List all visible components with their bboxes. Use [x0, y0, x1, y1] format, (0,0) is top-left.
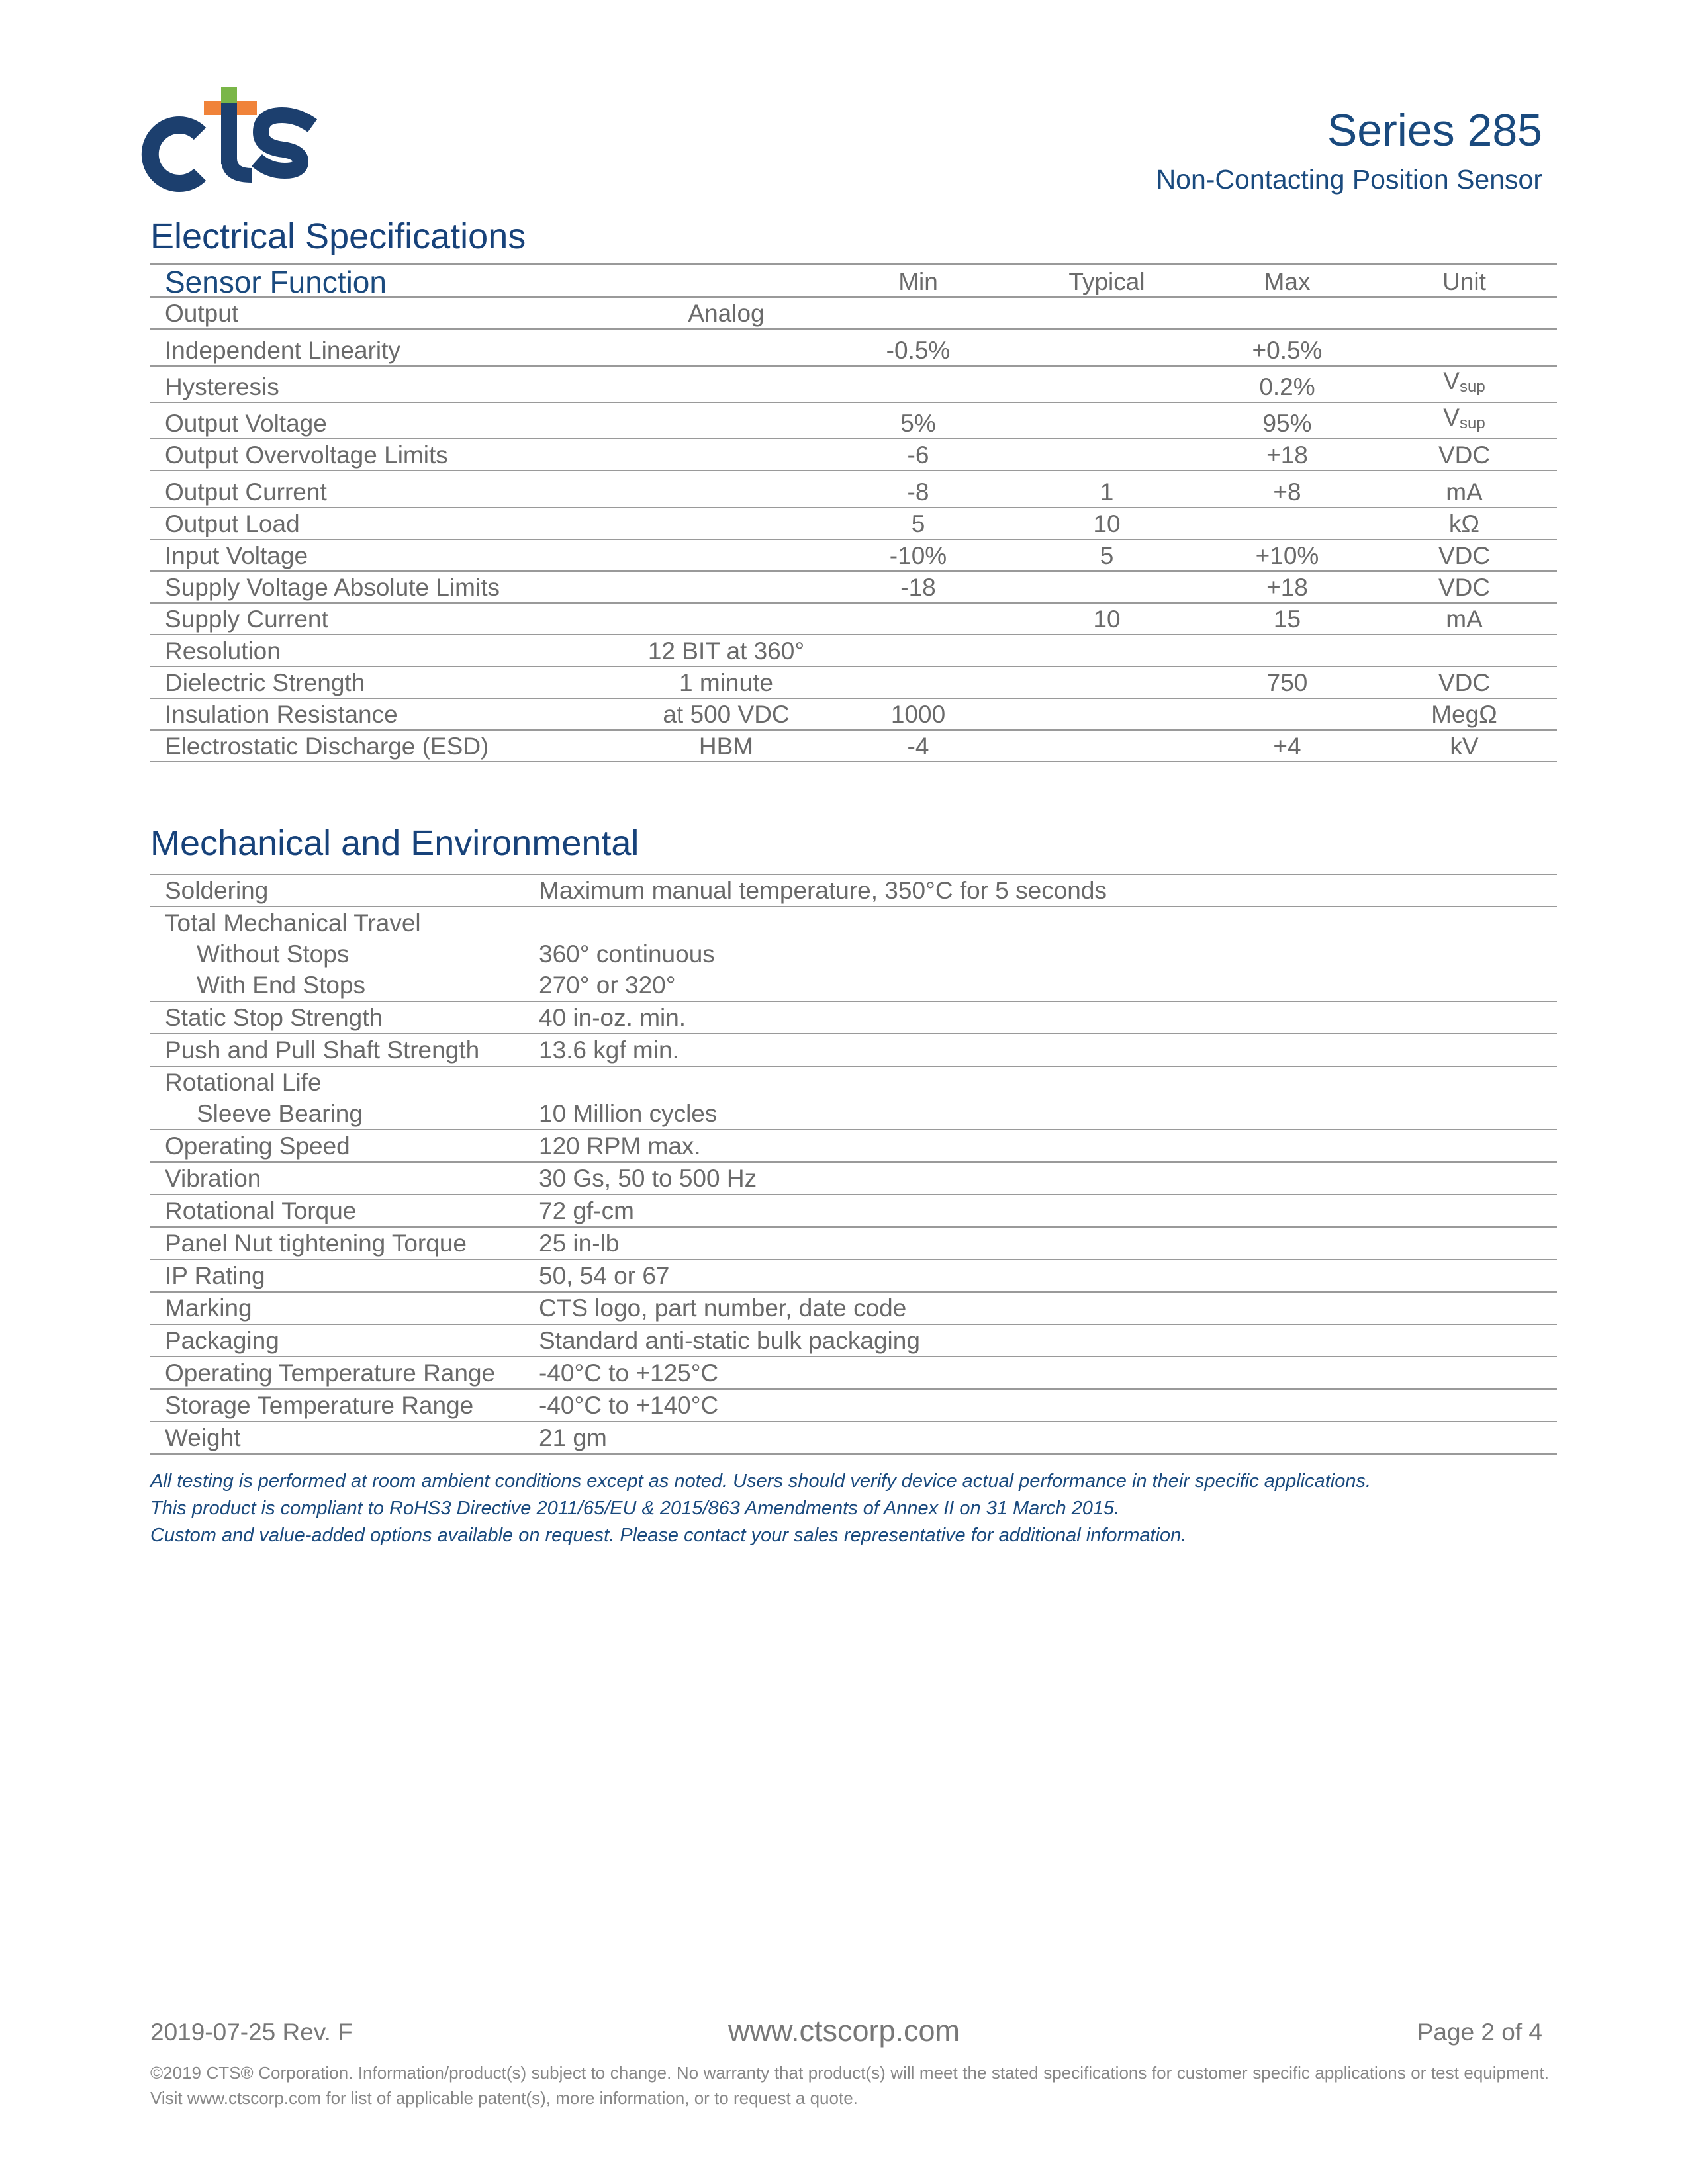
spec-row-panel-nut — [150, 1227, 1557, 1259]
spec-value — [1203, 366, 1372, 402]
cell-text: mA — [1446, 606, 1483, 633]
spec-label — [150, 698, 627, 730]
spec-value: 72 gf-cm — [539, 1197, 634, 1224]
copyright-text: ©2019 CTS® Corporation. Information/product(s) subject to change. No warranty that product(s) will meet the stated specifications for customer specific applications or test equipment. Visit www.ctscorp.com for list of applicable patent(s), more information, or to request a quote. — [150, 2063, 1549, 2108]
column-header — [627, 264, 825, 297]
table-row — [150, 439, 1557, 471]
spec-value — [627, 730, 825, 762]
spec-label: Total Mechanical Travel — [165, 909, 421, 936]
footer-date-revision: 2019-07-25 Rev. F — [150, 2019, 353, 2046]
spec-value — [1203, 508, 1372, 539]
spec-value — [825, 329, 1011, 366]
spec-value: -40°C to +125°C — [539, 1359, 719, 1387]
spec-value — [1372, 366, 1557, 402]
spec-value — [825, 635, 1011, 666]
spec-value — [627, 439, 825, 471]
cell-text: Output Load — [165, 510, 300, 537]
cell-text: 5 — [911, 510, 925, 537]
table-row — [150, 666, 1557, 698]
cell-text: +18 — [1266, 441, 1308, 469]
spec-value — [627, 297, 825, 329]
table-row — [150, 508, 1557, 539]
column-header: Sensor Function — [165, 265, 387, 299]
spec-label: Static Stop Strength — [165, 1004, 383, 1031]
spec-value — [627, 471, 825, 508]
note-line: All testing is performed at room ambient conditions except as noted. Users should verify device actual performance in their specific applications. — [150, 1471, 1372, 1492]
spec-value — [1011, 603, 1203, 635]
spec-value — [825, 366, 1011, 402]
table-row — [150, 698, 1557, 730]
spec-label — [150, 730, 627, 762]
spec-row-packaging — [150, 1324, 1557, 1357]
spec-label — [150, 635, 627, 666]
cell-text: mA — [1446, 478, 1483, 506]
spec-label: Rotational Life — [165, 1069, 322, 1096]
cell-text: at 500 VDC — [663, 701, 790, 728]
spec-label: Push and Pull Shaft Strength — [165, 1036, 480, 1064]
spec-row-static-stop — [150, 1001, 1557, 1034]
spec-value — [1011, 439, 1203, 471]
table-row — [150, 297, 1557, 329]
spec-value — [1011, 366, 1203, 402]
spec-value — [825, 571, 1011, 603]
spec-label — [150, 366, 627, 402]
footer-page-number: Page 2 of 4 — [1417, 2019, 1542, 2046]
spec-label: Operating Speed — [165, 1132, 350, 1160]
spec-row-ip-rating — [150, 1259, 1557, 1292]
spec-value — [1011, 730, 1203, 762]
table-row — [150, 402, 1557, 439]
spec-value — [1372, 603, 1557, 635]
cell-text: +18 — [1266, 574, 1308, 601]
spec-row-rotational-life — [150, 1066, 1557, 1130]
spec-value — [1203, 603, 1372, 635]
spec-value — [825, 508, 1011, 539]
unit-subscript: sup — [1459, 414, 1485, 432]
cell-text: -4 — [907, 733, 929, 760]
spec-value: 25 in-lb — [539, 1230, 620, 1257]
table-row — [150, 329, 1557, 366]
cell-text: V — [1443, 404, 1460, 431]
unit-subscript: sup — [1459, 378, 1485, 396]
table-row — [150, 366, 1557, 402]
spec-value — [825, 666, 1011, 698]
spec-value: 13.6 kgf min. — [539, 1036, 679, 1064]
spec-row-vibration — [150, 1162, 1557, 1195]
spec-row-operating-temp — [150, 1357, 1557, 1389]
spec-value — [1203, 402, 1372, 439]
cell-text: kΩ — [1448, 510, 1480, 537]
spec-label: Operating Temperature Range — [165, 1359, 496, 1387]
spec-row-travel — [150, 907, 1557, 1001]
spec-value: 10 Million cycles — [539, 1100, 718, 1127]
cell-text: 10 — [1093, 510, 1121, 537]
mechanical-section-title: Mechanical and Environmental — [150, 823, 639, 863]
spec-value — [1372, 698, 1557, 730]
spec-value — [627, 666, 825, 698]
spec-value: 21 gm — [539, 1424, 607, 1451]
cell-text: +4 — [1273, 733, 1301, 760]
product-subtitle: Non-Contacting Position Sensor — [1156, 164, 1542, 195]
spec-value — [825, 471, 1011, 508]
spec-value — [825, 539, 1011, 571]
series-title: Series 285 — [1327, 105, 1542, 156]
spec-row-weight — [150, 1422, 1557, 1454]
cell-text: Output Overvoltage Limits — [165, 441, 448, 469]
spec-value — [627, 539, 825, 571]
spec-value — [1203, 297, 1372, 329]
table-row — [150, 603, 1557, 635]
cell-text: V — [1443, 367, 1460, 394]
spec-label — [150, 666, 627, 698]
spec-value — [1372, 439, 1557, 471]
spec-label — [150, 402, 627, 439]
cell-text: -18 — [900, 574, 936, 601]
cell-text: -0.5% — [886, 337, 951, 364]
spec-value — [1372, 635, 1557, 666]
cell-text: -10% — [889, 542, 947, 569]
spec-row-marking — [150, 1292, 1557, 1324]
column-header: Typical — [1068, 268, 1145, 295]
spec-value — [1203, 666, 1372, 698]
spec-value — [825, 402, 1011, 439]
column-header: Max — [1264, 268, 1311, 295]
spec-label — [150, 471, 627, 508]
table-row — [150, 571, 1557, 603]
cell-text: 750 — [1266, 669, 1308, 696]
spec-value: Maximum manual temperature, 350°C for 5 seconds — [539, 877, 1107, 904]
spec-value — [825, 730, 1011, 762]
spec-value — [1372, 730, 1557, 762]
spec-label — [150, 571, 627, 603]
cell-text: Output Voltage — [165, 410, 327, 437]
spec-label: Rotational Torque — [165, 1197, 357, 1224]
spec-value — [1011, 402, 1203, 439]
spec-value — [825, 297, 1011, 329]
spec-sublabel: Sleeve Bearing — [197, 1100, 363, 1127]
cell-text: Supply Current — [165, 606, 328, 633]
spec-row-push-pull — [150, 1034, 1557, 1066]
spec-label — [150, 508, 627, 539]
spec-value — [1203, 635, 1372, 666]
cell-text: 5 — [1100, 542, 1114, 569]
spec-row-rotational-torque — [150, 1195, 1557, 1227]
notes — [150, 1468, 1371, 1549]
spec-value — [627, 508, 825, 539]
spec-value — [1011, 508, 1203, 539]
spec-value: Standard anti-static bulk packaging — [539, 1327, 920, 1354]
footer-url[interactable]: www.ctscorp.com — [727, 2014, 961, 2048]
spec-value — [825, 603, 1011, 635]
spec-value: 360° continuous — [539, 940, 715, 968]
cell-text: Resolution — [165, 637, 281, 664]
spec-label: Vibration — [165, 1165, 261, 1192]
spec-row-storage-temp — [150, 1389, 1557, 1422]
cell-text: Electrostatic Discharge (ESD) — [165, 733, 489, 760]
spec-value — [627, 603, 825, 635]
spec-value — [627, 366, 825, 402]
note-line: Custom and value-added options available on request. Please contact your sales representative for additional information. — [150, 1525, 1187, 1546]
spec-value — [1372, 666, 1557, 698]
spec-value: -40°C to +140°C — [539, 1392, 719, 1419]
cell-text: Supply Voltage Absolute Limits — [165, 574, 500, 601]
spec-value — [1011, 571, 1203, 603]
spec-label — [150, 297, 627, 329]
cell-text: 95% — [1262, 410, 1312, 437]
electrical-spec-table — [150, 263, 1557, 762]
cell-text: VDC — [1438, 542, 1491, 569]
spec-sublabel: Without Stops — [197, 940, 350, 968]
spec-value — [1011, 635, 1203, 666]
spec-value: 50, 54 or 67 — [539, 1262, 670, 1289]
spec-label: Packaging — [165, 1327, 279, 1354]
cell-text: Output — [165, 300, 239, 327]
spec-value: 120 RPM max. — [539, 1132, 701, 1160]
spec-value — [1203, 539, 1372, 571]
spec-value — [1011, 666, 1203, 698]
cell-text: 10 — [1093, 606, 1121, 633]
spec-value — [1372, 508, 1557, 539]
cell-text: 15 — [1273, 606, 1301, 633]
spec-value — [1372, 297, 1557, 329]
spec-value — [627, 635, 825, 666]
spec-value — [1011, 329, 1203, 366]
table-row — [150, 471, 1557, 508]
spec-value — [1203, 439, 1372, 471]
spec-value — [1011, 698, 1203, 730]
column-header: Unit — [1442, 268, 1486, 295]
spec-value — [1203, 698, 1372, 730]
table-row — [150, 539, 1557, 571]
cell-text: +8 — [1273, 478, 1301, 506]
mechanical-spec-table — [150, 874, 1557, 1455]
spec-label — [150, 539, 627, 571]
spec-label — [150, 329, 627, 366]
spec-value — [1203, 329, 1372, 366]
spec-value — [1011, 297, 1203, 329]
cell-text: 1 minute — [679, 669, 773, 696]
cell-text: MegΩ — [1431, 701, 1497, 728]
table-row — [150, 635, 1557, 666]
cell-text: Analog — [688, 300, 765, 327]
cell-text: 5% — [900, 410, 936, 437]
spec-value — [627, 698, 825, 730]
spec-value — [627, 329, 825, 366]
spec-label: Panel Nut tightening Torque — [165, 1230, 467, 1257]
cell-text: -8 — [907, 478, 929, 506]
spec-value — [1203, 471, 1372, 508]
cell-text: kV — [1450, 733, 1479, 760]
table-header-row — [150, 264, 1557, 297]
cell-text: 1 — [1100, 478, 1114, 506]
spec-value — [1203, 730, 1372, 762]
cell-text: Hysteresis — [165, 373, 279, 400]
spec-value — [1372, 402, 1557, 439]
cell-text: +10% — [1255, 542, 1319, 569]
spec-value — [1372, 539, 1557, 571]
table-row — [150, 730, 1557, 762]
spec-value: 270° or 320° — [539, 972, 676, 999]
spec-value — [1203, 571, 1372, 603]
cell-text: VDC — [1438, 441, 1491, 469]
cell-text: 0.2% — [1259, 373, 1315, 400]
spec-value — [627, 402, 825, 439]
cell-text: 1000 — [890, 701, 946, 728]
cell-text: -6 — [907, 441, 929, 469]
spec-value: CTS logo, part number, date code — [539, 1295, 907, 1322]
column-header: Min — [898, 268, 938, 295]
spec-label: Weight — [165, 1424, 241, 1451]
spec-value: 40 in-oz. min. — [539, 1004, 686, 1031]
spec-value — [1011, 471, 1203, 508]
spec-label — [150, 603, 627, 635]
spec-label: Storage Temperature Range — [165, 1392, 474, 1419]
spec-row-operating-speed — [150, 1130, 1557, 1162]
spec-sublabel: With End Stops — [197, 972, 366, 999]
spec-value — [1372, 329, 1557, 366]
cell-text: Insulation Resistance — [165, 701, 398, 728]
cell-text: VDC — [1438, 574, 1491, 601]
spec-row-soldering — [150, 874, 1557, 907]
note-line: This product is compliant to RoHS3 Directive 2011/65/EU & 2015/863 Amendments of Annex II on 31 March 2015. — [150, 1498, 1120, 1519]
cell-text: +0.5% — [1252, 337, 1323, 364]
spec-label: Soldering — [165, 877, 269, 904]
spec-value — [1011, 539, 1203, 571]
spec-value — [627, 571, 825, 603]
cell-text: VDC — [1438, 669, 1491, 696]
spec-value — [1372, 471, 1557, 508]
cts-logo — [139, 86, 318, 192]
spec-label: Marking — [165, 1295, 252, 1322]
spec-value: 30 Gs, 50 to 500 Hz — [539, 1165, 757, 1192]
spec-value — [825, 698, 1011, 730]
spec-label — [150, 439, 627, 471]
spec-label: IP Rating — [165, 1262, 265, 1289]
cell-text: Output Current — [165, 478, 327, 506]
spec-value — [1372, 571, 1557, 603]
cell-text: HBM — [698, 733, 754, 760]
spec-value — [825, 439, 1011, 471]
cell-text: Dielectric Strength — [165, 669, 365, 696]
cell-text: Independent Linearity — [165, 337, 400, 364]
electrical-section-title: Electrical Specifications — [150, 216, 526, 256]
cell-text: 12 BIT at 360° — [647, 637, 805, 664]
cell-text: Input Voltage — [165, 542, 308, 569]
